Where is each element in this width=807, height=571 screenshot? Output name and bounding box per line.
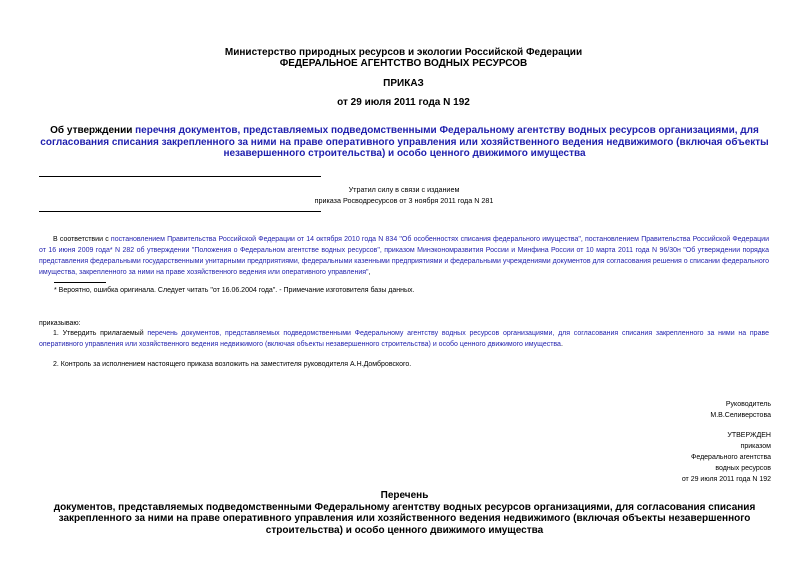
subject-link[interactable]: перечня документов, представляемых подведомственными Федеральному агентству водных ресурсов организациями, для согласования списания закрепленного за ними на праве оперативного управления или хозяйственного ведения недвижимого (включая объекты незавершенного строительства) и особо ценного движимого имущества bbox=[40, 125, 769, 159]
approval-line-5: от 29 июля 2011 года N 192 bbox=[681, 476, 771, 483]
document-header bbox=[0, 47, 807, 69]
item-1-link[interactable]: перечень документов, представляемых подведомственными Федеральному агентству водных ресурсов организациями, для согласования списания закрепленного за ними на праве оперативного управления или хозяйственного ведения недвижимого (включая объекты незавершенного строительства) и особо ценного движимого имущества bbox=[39, 330, 769, 348]
list-title bbox=[36, 490, 773, 536]
item-1-lead: 1. Утвердить прилагаемый bbox=[53, 330, 148, 337]
item-1 bbox=[39, 328, 769, 350]
divider-top bbox=[39, 176, 321, 177]
preamble-paragraph bbox=[39, 234, 769, 278]
signature-title: Руководитель bbox=[725, 401, 771, 408]
signature-block bbox=[710, 399, 771, 421]
item-2: 2. Контроль за исполнением настоящего приказа возложить на заместителя руководителя А.Н.Домбровского. bbox=[53, 361, 412, 368]
order-word: приказываю: bbox=[39, 320, 81, 327]
preamble-link[interactable]: постановлением Правительства Российской Федерации от 14 октября 2010 года N 834 "Об особенностях списания федерального имущества", постановлением Правительства Российской Федерации от 16 июня 2009 года* N 282 об утверждении "Положения о Федеральном агентстве водных ресурсов", приказом Минэкономразвития России и Минфина России от 10 марта 2011 года N 96/30н "Об утверждении порядка представления федеральными государственными унитарными предприятиями, федеральными казенными предприятиями и федеральными учреждениями документов для согласования решения о списании федерального имущества, закрепленного за ними на праве хозяйственного ведения или оперативного управления" bbox=[39, 236, 769, 276]
signature-name: М.В.Селиверстова bbox=[710, 412, 771, 419]
approval-line-4: водных ресурсов bbox=[715, 465, 771, 472]
approval-line-3: Федерального агентства bbox=[691, 454, 771, 461]
ministry-name: Министерство природных ресурсов и экологии Российской Федерации bbox=[224, 47, 583, 58]
doc-subject bbox=[36, 125, 773, 160]
approval-stamp bbox=[682, 430, 771, 485]
divider-bottom bbox=[39, 211, 321, 212]
agency-name: ФЕДЕРАЛЬНОЕ АГЕНТСТВО ВОДНЫХ РЕСУРСОВ bbox=[279, 58, 528, 69]
footnote-divider bbox=[54, 282, 106, 283]
lost-force-line1: Утратил силу в связи с изданием bbox=[348, 185, 460, 194]
lost-force-line2: приказа Росводресурсов от 3 ноября 2011 года N 281 bbox=[314, 196, 494, 205]
doc-type: ПРИКАЗ bbox=[383, 78, 424, 89]
list-title-text: документов, представляемых подведомственными Федеральному агентству водных ресурсов организациями, для согласования списания закрепленного за ними на праве оперативного управления или хозяйственного ведения недвижимого (включая объекты незавершенного строительства) и особо ценного движимого имущества bbox=[53, 501, 756, 536]
footnote: * Вероятно, ошибка оригинала. Следует читать "от 16.06.2004 года". - Примечание изготовителя базы данных. bbox=[54, 287, 415, 294]
list-title-word: Перечень bbox=[380, 490, 429, 501]
preamble-lead: В соответствии с bbox=[53, 236, 111, 243]
preamble-tail: , bbox=[368, 269, 371, 276]
approval-line-2: приказом bbox=[740, 443, 771, 450]
subject-prefix: Об утверждении bbox=[50, 125, 136, 136]
item-1-tail: . bbox=[560, 341, 563, 348]
approval-line-1: УТВЕРЖДЕН bbox=[727, 432, 771, 439]
lost-force-note bbox=[270, 184, 538, 206]
doc-date-number: от 29 июля 2011 года N 192 bbox=[337, 97, 470, 108]
